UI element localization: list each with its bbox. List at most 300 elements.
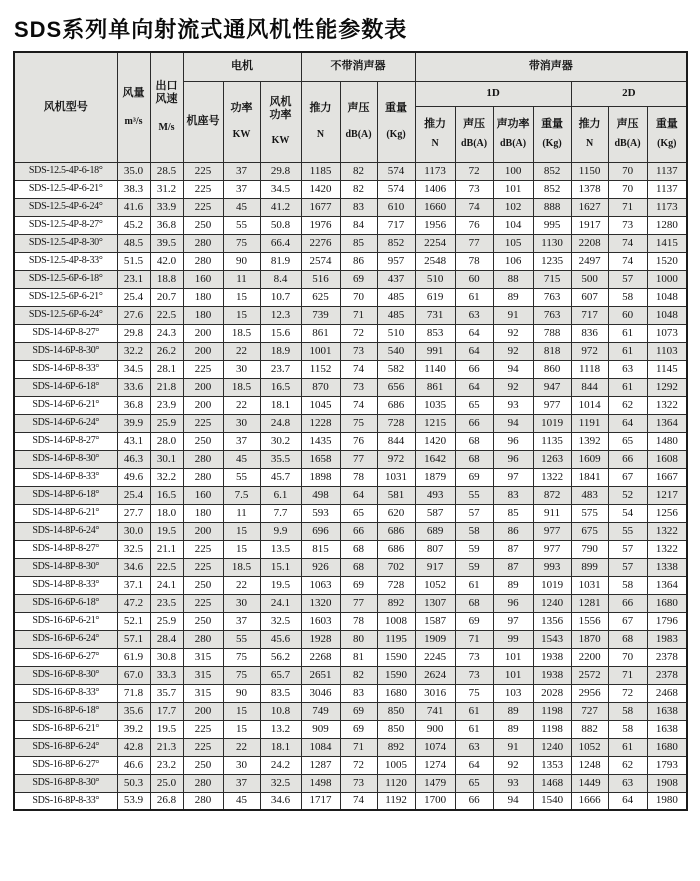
table-row bbox=[14, 702, 687, 720]
cell-value: 1052 bbox=[415, 576, 455, 594]
cell-value: 73 bbox=[455, 666, 493, 684]
cell-value: 483 bbox=[571, 486, 608, 504]
cell-value: 75 bbox=[340, 414, 377, 432]
cell-value: 280 bbox=[183, 252, 223, 270]
cell-value: 68 bbox=[455, 594, 493, 612]
table-row bbox=[14, 504, 687, 522]
cell-value: 73 bbox=[455, 180, 493, 198]
cell-value: 33.9 bbox=[150, 198, 183, 216]
cell-value: 65 bbox=[455, 774, 493, 792]
cell-value: 81.9 bbox=[260, 252, 301, 270]
cell-value: 1870 bbox=[571, 630, 608, 648]
cell-value: 57 bbox=[608, 270, 647, 288]
cell-value: 1976 bbox=[301, 216, 340, 234]
cell-value: 2378 bbox=[647, 666, 687, 684]
cell-value: 29.8 bbox=[260, 162, 301, 180]
table-row bbox=[14, 468, 687, 486]
cell-value: 1103 bbox=[647, 342, 687, 360]
cell-value: 280 bbox=[183, 792, 223, 810]
cell-value: 23.1 bbox=[117, 270, 150, 288]
cell-value: 70 bbox=[608, 648, 647, 666]
cell-value: 888 bbox=[533, 198, 571, 216]
col-header-1d-sound-power: 声功率 dB(A) bbox=[493, 106, 533, 162]
cell-value: 850 bbox=[377, 702, 415, 720]
cell-value: 1938 bbox=[533, 648, 571, 666]
cell-value: 1084 bbox=[301, 738, 340, 756]
cell-value: 656 bbox=[377, 378, 415, 396]
cell-value: 861 bbox=[301, 324, 340, 342]
cell-value: 94 bbox=[493, 792, 533, 810]
cell-value: 34.6 bbox=[260, 792, 301, 810]
cell-value: 32.5 bbox=[260, 774, 301, 792]
cell-value: 37 bbox=[223, 162, 260, 180]
cell-value: 225 bbox=[183, 360, 223, 378]
cell-value: 23.5 bbox=[150, 594, 183, 612]
cell-value: 16.5 bbox=[150, 486, 183, 504]
cell-value: 20.7 bbox=[150, 288, 183, 306]
cell-value: 63 bbox=[455, 306, 493, 324]
cell-value: 32.5 bbox=[117, 540, 150, 558]
cell-value: 93 bbox=[493, 396, 533, 414]
cell-model: SDS-16-6P-6-21° bbox=[14, 612, 117, 630]
cell-value: 26.2 bbox=[150, 342, 183, 360]
cell-value: 200 bbox=[183, 324, 223, 342]
cell-value: 23.9 bbox=[150, 396, 183, 414]
cell-model: SDS-16-8P-8-33° bbox=[14, 792, 117, 810]
cell-value: 71.8 bbox=[117, 684, 150, 702]
cell-value: 2378 bbox=[647, 648, 687, 666]
cell-value: 250 bbox=[183, 576, 223, 594]
cell-value: 39.9 bbox=[117, 414, 150, 432]
cell-value: 1590 bbox=[377, 666, 415, 684]
cell-value: 696 bbox=[301, 522, 340, 540]
cell-value: 99 bbox=[493, 630, 533, 648]
cell-value: 71 bbox=[340, 738, 377, 756]
cell-value: 28.1 bbox=[150, 360, 183, 378]
cell-value: 58 bbox=[455, 522, 493, 540]
table-row bbox=[14, 324, 687, 342]
cell-value: 1406 bbox=[415, 180, 455, 198]
cell-value: 2574 bbox=[301, 252, 340, 270]
cell-value: 686 bbox=[377, 522, 415, 540]
cell-value: 1150 bbox=[571, 162, 608, 180]
cell-value: 64 bbox=[455, 378, 493, 396]
cell-value: 1666 bbox=[571, 792, 608, 810]
cell-value: 76 bbox=[455, 216, 493, 234]
cell-value: 977 bbox=[533, 396, 571, 414]
cell-value: 74 bbox=[455, 198, 493, 216]
cell-value: 852 bbox=[533, 162, 571, 180]
cell-value: 1074 bbox=[415, 738, 455, 756]
cell-value: 1627 bbox=[571, 198, 608, 216]
cell-value: 1677 bbox=[301, 198, 340, 216]
cell-value: 574 bbox=[377, 162, 415, 180]
cell-value: 200 bbox=[183, 702, 223, 720]
cell-value: 73 bbox=[340, 342, 377, 360]
cell-value: 106 bbox=[493, 252, 533, 270]
cell-value: 103 bbox=[493, 684, 533, 702]
cell-value: 92 bbox=[493, 378, 533, 396]
cell-value: 52 bbox=[608, 486, 647, 504]
cell-value: 74 bbox=[340, 360, 377, 378]
cell-value: 90 bbox=[223, 252, 260, 270]
cell-value: 97 bbox=[493, 612, 533, 630]
col-header-motor-power: 功率 KW bbox=[223, 81, 260, 162]
cell-value: 763 bbox=[533, 288, 571, 306]
cell-model: SDS-14-8P-6-18° bbox=[14, 486, 117, 504]
cell-value: 39.5 bbox=[150, 234, 183, 252]
cell-value: 1152 bbox=[301, 360, 340, 378]
table-row bbox=[14, 576, 687, 594]
cell-model: SDS-16-6P-8-33° bbox=[14, 684, 117, 702]
cell-value: 225 bbox=[183, 720, 223, 738]
cell-value: 2208 bbox=[571, 234, 608, 252]
cell-value: 917 bbox=[415, 558, 455, 576]
cell-value: 1048 bbox=[647, 306, 687, 324]
cell-model: SDS-14-6P-6-18° bbox=[14, 378, 117, 396]
cell-value: 36.8 bbox=[150, 216, 183, 234]
cell-value: 92 bbox=[493, 342, 533, 360]
cell-value: 892 bbox=[377, 594, 415, 612]
cell-value: 702 bbox=[377, 558, 415, 576]
cell-value: 1480 bbox=[647, 432, 687, 450]
cell-value: 69 bbox=[340, 702, 377, 720]
cell-value: 26.8 bbox=[150, 792, 183, 810]
cell-value: 33.6 bbox=[117, 378, 150, 396]
cell-value: 1274 bbox=[415, 756, 455, 774]
cell-value: 225 bbox=[183, 180, 223, 198]
cell-value: 45 bbox=[223, 792, 260, 810]
cell-value: 18.5 bbox=[223, 558, 260, 576]
col-header-1d-weight: 重量 (Kg) bbox=[533, 106, 571, 162]
cell-value: 74 bbox=[340, 396, 377, 414]
cell-value: 41.2 bbox=[260, 198, 301, 216]
cell-value: 24.1 bbox=[260, 594, 301, 612]
cell-value: 1217 bbox=[647, 486, 687, 504]
cell-value: 3016 bbox=[415, 684, 455, 702]
cell-value: 68 bbox=[340, 540, 377, 558]
cell-value: 1983 bbox=[647, 630, 687, 648]
cell-value: 35.7 bbox=[150, 684, 183, 702]
cell-value: 32.5 bbox=[260, 612, 301, 630]
cell-value: 315 bbox=[183, 648, 223, 666]
cell-value: 80 bbox=[340, 630, 377, 648]
cell-value: 85 bbox=[340, 234, 377, 252]
cell-value: 977 bbox=[533, 540, 571, 558]
cell-model: SDS-16-8P-6-21° bbox=[14, 720, 117, 738]
fan-performance-table bbox=[13, 51, 688, 811]
cell-model: SDS-14-8P-8-30° bbox=[14, 558, 117, 576]
cell-value: 180 bbox=[183, 504, 223, 522]
cell-value: 59 bbox=[455, 540, 493, 558]
cell-value: 57 bbox=[455, 504, 493, 522]
cell-value: 870 bbox=[301, 378, 340, 396]
cell-value: 1287 bbox=[301, 756, 340, 774]
table-row bbox=[14, 720, 687, 738]
cell-value: 69 bbox=[340, 720, 377, 738]
table-row bbox=[14, 342, 687, 360]
cell-value: 18.1 bbox=[260, 738, 301, 756]
cell-value: 65 bbox=[455, 396, 493, 414]
cell-value: 1479 bbox=[415, 774, 455, 792]
cell-value: 58 bbox=[608, 720, 647, 738]
cell-value: 46.6 bbox=[117, 756, 150, 774]
cell-value: 69 bbox=[455, 468, 493, 486]
cell-model: SDS-16-8P-8-30° bbox=[14, 774, 117, 792]
cell-value: 620 bbox=[377, 504, 415, 522]
cell-value: 1638 bbox=[647, 720, 687, 738]
cell-value: 64 bbox=[455, 324, 493, 342]
cell-value: 17.7 bbox=[150, 702, 183, 720]
cell-value: 101 bbox=[493, 180, 533, 198]
cell-value: 18.5 bbox=[223, 378, 260, 396]
table-row bbox=[14, 198, 687, 216]
cell-value: 93 bbox=[493, 774, 533, 792]
cell-value: 1415 bbox=[647, 234, 687, 252]
cell-value: 516 bbox=[301, 270, 340, 288]
cell-value: 510 bbox=[377, 324, 415, 342]
cell-value: 55 bbox=[223, 630, 260, 648]
cell-value: 1014 bbox=[571, 396, 608, 414]
cell-value: 55 bbox=[223, 216, 260, 234]
cell-value: 78 bbox=[340, 612, 377, 630]
table-body bbox=[14, 162, 687, 810]
cell-value: 788 bbox=[533, 324, 571, 342]
cell-value: 24.3 bbox=[150, 324, 183, 342]
cell-value: 64 bbox=[455, 756, 493, 774]
cell-value: 947 bbox=[533, 378, 571, 396]
table-row bbox=[14, 792, 687, 810]
cell-value: 77 bbox=[340, 594, 377, 612]
cell-value: 1353 bbox=[533, 756, 571, 774]
cell-value: 1322 bbox=[533, 468, 571, 486]
cell-value: 25.9 bbox=[150, 612, 183, 630]
table-row bbox=[14, 522, 687, 540]
cell-value: 76 bbox=[340, 432, 377, 450]
cell-value: 1048 bbox=[647, 288, 687, 306]
cell-value: 852 bbox=[533, 180, 571, 198]
cell-value: 1320 bbox=[301, 594, 340, 612]
cell-value: 82 bbox=[340, 180, 377, 198]
cell-value: 3046 bbox=[301, 684, 340, 702]
cell-value: 47.2 bbox=[117, 594, 150, 612]
cell-model: SDS-14-6P-8-27° bbox=[14, 432, 117, 450]
cell-value: 63 bbox=[608, 360, 647, 378]
cell-value: 34.5 bbox=[117, 360, 150, 378]
cell-value: 30.2 bbox=[260, 432, 301, 450]
cell-model: SDS-14-6P-8-33° bbox=[14, 360, 117, 378]
cell-value: 19.5 bbox=[150, 720, 183, 738]
table-row bbox=[14, 450, 687, 468]
cell-value: 686 bbox=[377, 396, 415, 414]
cell-value: 37 bbox=[223, 612, 260, 630]
cell-value: 31.2 bbox=[150, 180, 183, 198]
table-row bbox=[14, 558, 687, 576]
cell-value: 86 bbox=[340, 252, 377, 270]
cell-model: SDS-12.5-6P-6-21° bbox=[14, 288, 117, 306]
cell-value: 1307 bbox=[415, 594, 455, 612]
cell-model: SDS-12.5-6P-6-24° bbox=[14, 306, 117, 324]
cell-value: 22 bbox=[223, 342, 260, 360]
cell-value: 1796 bbox=[647, 612, 687, 630]
flow-unit: m³/s bbox=[124, 115, 143, 127]
cell-value: 225 bbox=[183, 162, 223, 180]
cell-value: 46.3 bbox=[117, 450, 150, 468]
cell-value: 1603 bbox=[301, 612, 340, 630]
cell-value: 1700 bbox=[415, 792, 455, 810]
table-row bbox=[14, 594, 687, 612]
cell-value: 30.1 bbox=[150, 450, 183, 468]
cell-value: 83 bbox=[340, 684, 377, 702]
cell-value: 72 bbox=[455, 162, 493, 180]
cell-value: 1195 bbox=[377, 630, 415, 648]
cell-value: 1045 bbox=[301, 396, 340, 414]
cell-value: 66 bbox=[455, 792, 493, 810]
cell-value: 15 bbox=[223, 522, 260, 540]
cell-value: 593 bbox=[301, 504, 340, 522]
cell-value: 30 bbox=[223, 756, 260, 774]
cell-value: 909 bbox=[301, 720, 340, 738]
cell-value: 67 bbox=[608, 612, 647, 630]
cell-value: 225 bbox=[183, 558, 223, 576]
cell-value: 53.9 bbox=[117, 792, 150, 810]
cell-value: 1609 bbox=[571, 450, 608, 468]
cell-value: 8.4 bbox=[260, 270, 301, 288]
table-row bbox=[14, 756, 687, 774]
outlet-velocity-unit: M/s bbox=[158, 122, 175, 134]
cell-value: 10.7 bbox=[260, 288, 301, 306]
cell-value: 1073 bbox=[647, 324, 687, 342]
cell-value: 2651 bbox=[301, 666, 340, 684]
cell-value: 2548 bbox=[415, 252, 455, 270]
cell-model: SDS-16-6P-6-18° bbox=[14, 594, 117, 612]
cell-value: 55 bbox=[455, 486, 493, 504]
cell-value: 51.5 bbox=[117, 252, 150, 270]
cell-value: 739 bbox=[301, 306, 340, 324]
cell-value: 38.3 bbox=[117, 180, 150, 198]
cell-value: 52.1 bbox=[117, 612, 150, 630]
cell-value: 995 bbox=[533, 216, 571, 234]
cell-value: 94 bbox=[493, 414, 533, 432]
table-row bbox=[14, 252, 687, 270]
cell-value: 70 bbox=[608, 180, 647, 198]
cell-value: 74 bbox=[608, 252, 647, 270]
group-header-1d: 1D bbox=[415, 81, 571, 106]
table-row bbox=[14, 684, 687, 702]
cell-value: 972 bbox=[377, 450, 415, 468]
cell-value: 844 bbox=[571, 378, 608, 396]
cell-value: 61 bbox=[455, 576, 493, 594]
cell-value: 22 bbox=[223, 576, 260, 594]
cell-value: 200 bbox=[183, 378, 223, 396]
cell-value: 1658 bbox=[301, 450, 340, 468]
table-row bbox=[14, 540, 687, 558]
cell-value: 32.2 bbox=[117, 342, 150, 360]
cell-value: 180 bbox=[183, 306, 223, 324]
cell-value: 74 bbox=[608, 234, 647, 252]
cell-value: 574 bbox=[377, 180, 415, 198]
cell-value: 1793 bbox=[647, 756, 687, 774]
cell-value: 1660 bbox=[415, 198, 455, 216]
cell-value: 73 bbox=[608, 216, 647, 234]
cell-value: 1556 bbox=[571, 612, 608, 630]
cell-value: 25.9 bbox=[150, 414, 183, 432]
cell-value: 24.1 bbox=[150, 576, 183, 594]
cell-value: 69 bbox=[455, 612, 493, 630]
cell-value: 66 bbox=[608, 450, 647, 468]
cell-value: 1292 bbox=[647, 378, 687, 396]
cell-value: 37 bbox=[223, 180, 260, 198]
cell-value: 1019 bbox=[533, 414, 571, 432]
cell-value: 7.7 bbox=[260, 504, 301, 522]
table-row bbox=[14, 648, 687, 666]
cell-value: 30 bbox=[223, 414, 260, 432]
cell-value: 1908 bbox=[647, 774, 687, 792]
cell-model: SDS-14-6P-6-21° bbox=[14, 396, 117, 414]
cell-value: 1841 bbox=[571, 468, 608, 486]
cell-value: 75 bbox=[223, 666, 260, 684]
cell-model: SDS-14-8P-8-27° bbox=[14, 540, 117, 558]
cell-value: 68 bbox=[455, 450, 493, 468]
cell-value: 18.0 bbox=[150, 504, 183, 522]
cell-value: 29.8 bbox=[117, 324, 150, 342]
cell-value: 1173 bbox=[647, 198, 687, 216]
cell-value: 34.5 bbox=[260, 180, 301, 198]
cell-value: 10.8 bbox=[260, 702, 301, 720]
cell-value: 1137 bbox=[647, 162, 687, 180]
cell-value: 60 bbox=[608, 306, 647, 324]
cell-value: 790 bbox=[571, 540, 608, 558]
cell-value: 92 bbox=[493, 756, 533, 774]
cell-value: 96 bbox=[493, 432, 533, 450]
cell-value: 64 bbox=[608, 792, 647, 810]
cell-value: 1215 bbox=[415, 414, 455, 432]
cell-value: 69 bbox=[340, 270, 377, 288]
cell-value: 75 bbox=[223, 234, 260, 252]
cell-value: 250 bbox=[183, 432, 223, 450]
cell-value: 11 bbox=[223, 504, 260, 522]
col-header-weight: 重量 (Kg) bbox=[377, 81, 415, 162]
cell-value: 82 bbox=[340, 666, 377, 684]
cell-value: 24.8 bbox=[260, 414, 301, 432]
cell-value: 37.1 bbox=[117, 576, 150, 594]
cell-value: 43.1 bbox=[117, 432, 150, 450]
cell-value: 21.8 bbox=[150, 378, 183, 396]
cell-value: 13.2 bbox=[260, 720, 301, 738]
cell-value: 25.4 bbox=[117, 288, 150, 306]
cell-value: 45.6 bbox=[260, 630, 301, 648]
cell-value: 22.5 bbox=[150, 306, 183, 324]
cell-value: 61 bbox=[608, 738, 647, 756]
cell-value: 92 bbox=[493, 324, 533, 342]
cell-value: 1008 bbox=[377, 612, 415, 630]
cell-value: 1356 bbox=[533, 612, 571, 630]
cell-value: 1001 bbox=[301, 342, 340, 360]
cell-value: 87 bbox=[493, 558, 533, 576]
cell-value: 7.5 bbox=[223, 486, 260, 504]
cell-value: 1468 bbox=[533, 774, 571, 792]
cell-value: 1280 bbox=[647, 216, 687, 234]
cell-value: 2268 bbox=[301, 648, 340, 666]
cell-model: SDS-12.5-4P-6-18° bbox=[14, 162, 117, 180]
cell-value: 991 bbox=[415, 342, 455, 360]
cell-value: 1240 bbox=[533, 594, 571, 612]
cell-value: 686 bbox=[377, 540, 415, 558]
cell-value: 717 bbox=[571, 306, 608, 324]
cell-value: 815 bbox=[301, 540, 340, 558]
cell-value: 727 bbox=[571, 702, 608, 720]
cell-value: 818 bbox=[533, 342, 571, 360]
